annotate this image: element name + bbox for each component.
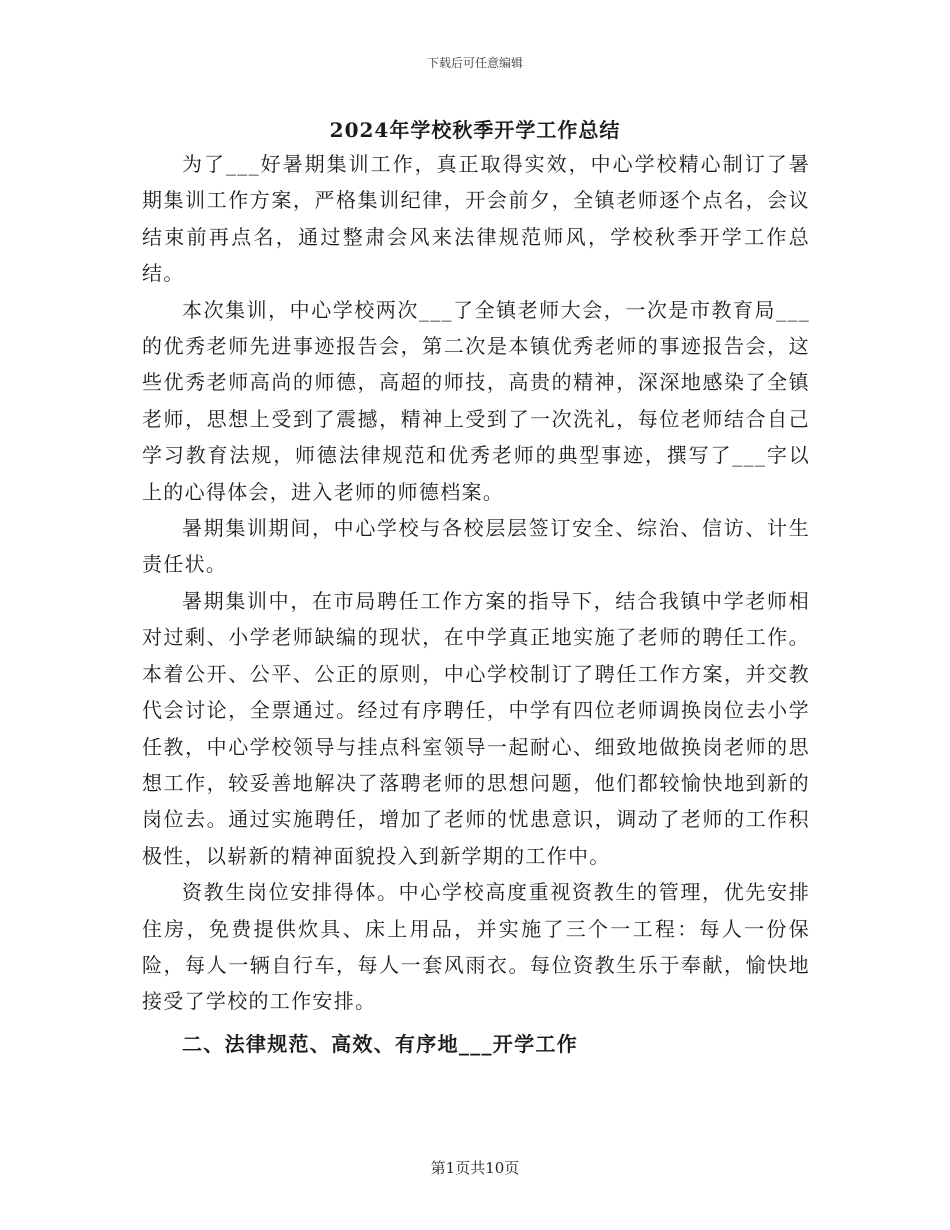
section-heading: 二、法律规范、高效、有序地___开学工作: [182, 1031, 578, 1056]
paragraph-5: 资教生岗位安排得体。中心学校高度重视资教生的管理，优先安排住房，免费提供炊具、床上用品，并实施了三个一工程：每人一份保险，每人一辆自行车，每人一套风雨衣。每位资教生乐于奉献，愉快地接受了学校的工作安排。: [142, 880, 810, 1014]
header-note: 下载后可任意编辑: [426, 56, 523, 70]
page-footer: 第1页共10页: [430, 1159, 520, 1177]
document-body: [142, 146, 810, 1062]
paragraph-1: 为了___好暑期集训工作，真正取得实效，中心学校精心制订了暑期集训工作方案，严格集训纪律，开会前夕，全镇老师逐个点名，会议结束前再点名，通过整肃会风来法律规范师风，学校秋季开学工作总结。: [142, 152, 810, 286]
paragraph-4: 暑期集训中，在市局聘任工作方案的指导下，结合我镇中学老师相对过剩、小学老师缺编的现状，在中学真正地实施了老师的聘任工作。本着公开、公平、公正的原则，中心学校制订了聘任工作方案，并交教代会讨论，全票通过。经过有序聘任，中学有四位老师调换岗位去小学任教，中心学校领导与挂点科室领导一起耐心、细致地做换岗老师的思想工作，较妥善地解决了落聘老师的思想问题，他们都较愉快地到新的岗位去。通过实施聘任，增加了老师的忧患意识，调动了老师的工作积极性，以崭新的精神面貌投入到新学期的工作中。: [142, 588, 810, 868]
document-title: 2024年学校秋季开学工作总结: [329, 118, 621, 142]
paragraph-3: 暑期集训期间，中心学校与各校层层签订安全、综治、信访、计生责任状。: [142, 516, 810, 577]
paragraph-2: 本次集训，中心学校两次___了全镇老师大会，一次是市教育局___的优秀老师先进事迹报告会，第二次是本镇优秀老师的事迹报告会，这些优秀老师高尚的师德，高超的师技，高贵的精神，深深地感染了全镇老师，思想上受到了震撼，精神上受到了一次洗礼，每位老师结合自己学习教育法规，师德法律规范和优秀老师的典型事迹，撰写了___字以上的心得体会，进入老师的师德档案。: [142, 297, 810, 504]
